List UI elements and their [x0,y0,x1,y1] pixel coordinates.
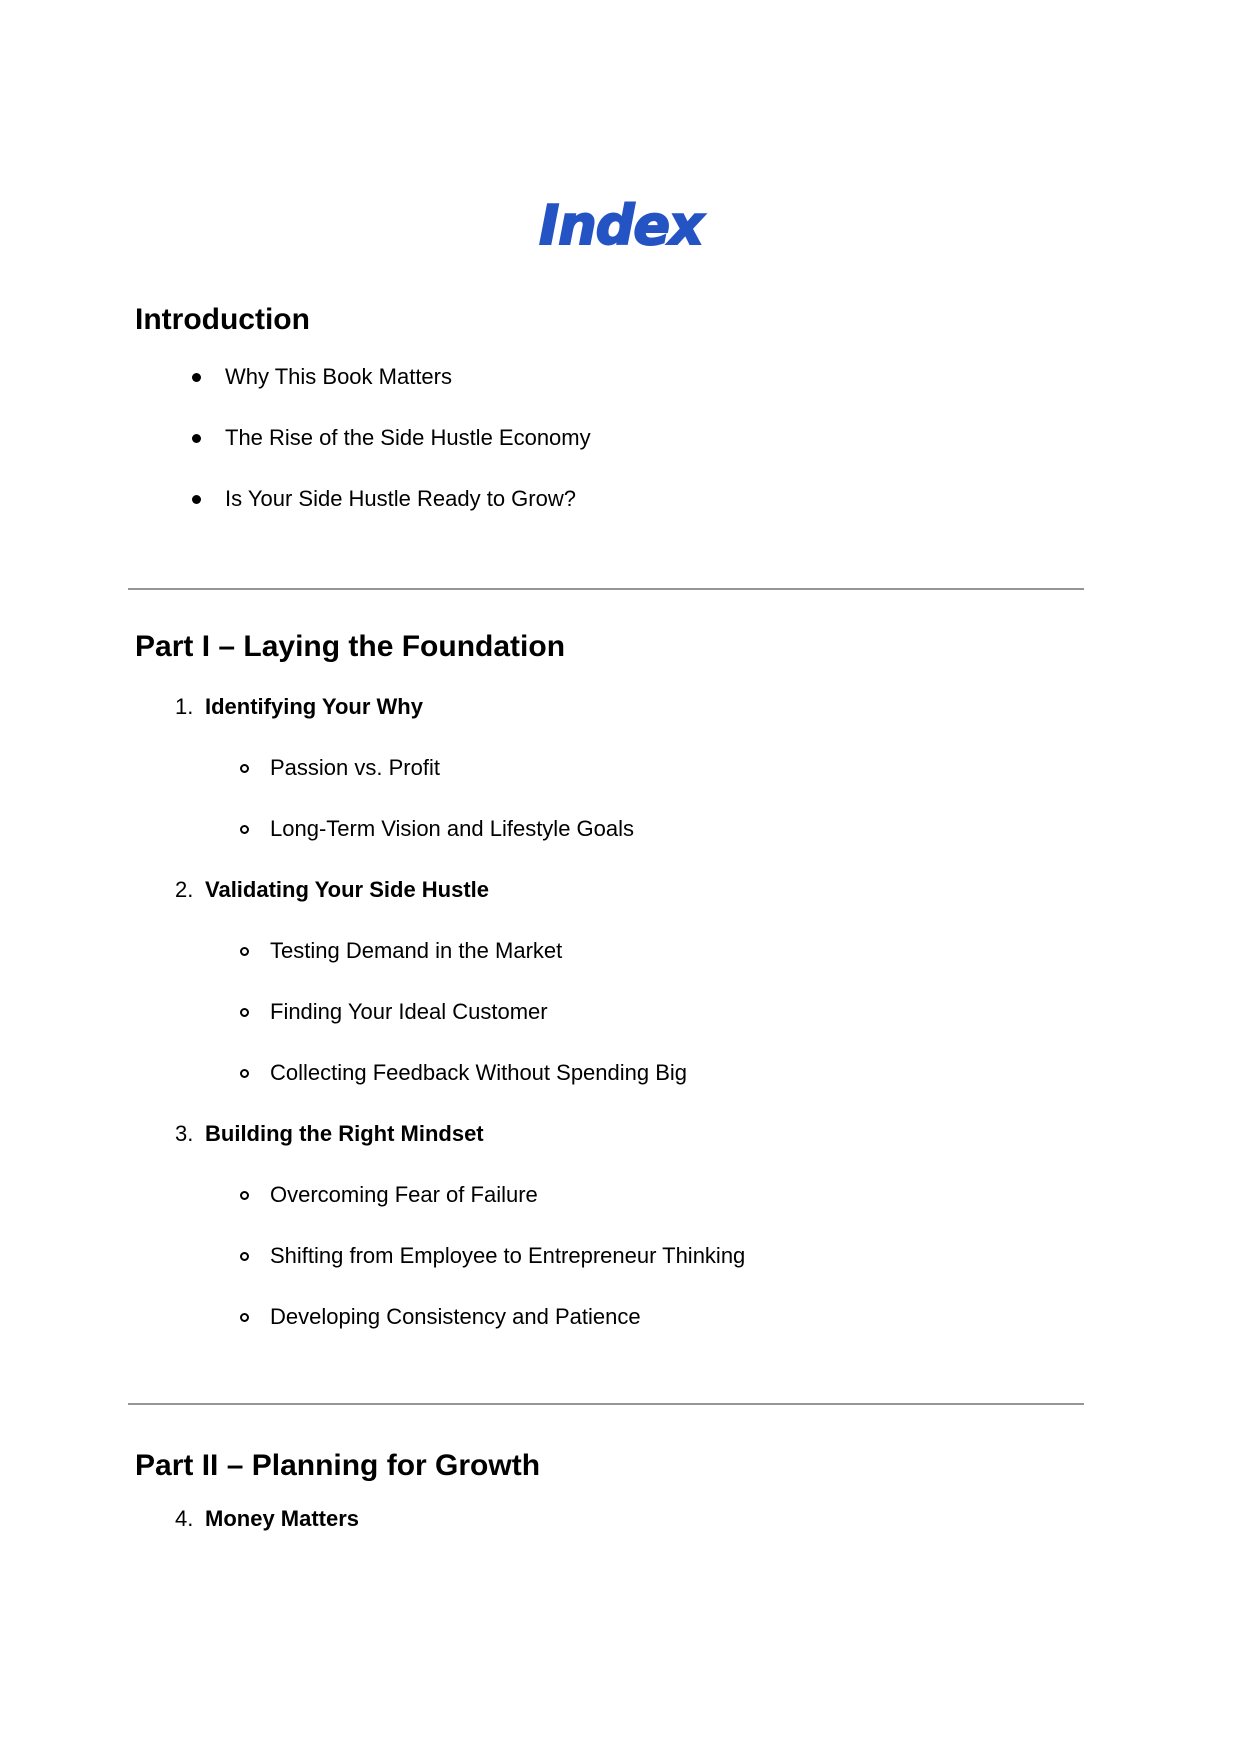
item-number: 2. [175,877,194,902]
list-item-text: Developing Consistency and Patience [270,1304,641,1329]
sub-list-item [133,815,1242,843]
sub-list-item [133,1242,1242,1270]
disc-bullet-icon [192,373,201,382]
list-item-text: Finding Your Ideal Customer [270,999,548,1024]
document-title: Index [539,194,703,257]
list-item-text: Long-Term Vision and Lifestyle Goals [270,816,635,841]
item-title: Money Matters [205,1506,360,1531]
sub-list-item [133,1059,1242,1087]
circle-bullet-icon [240,1252,249,1261]
circle-bullet-icon [240,947,249,956]
item-title: Validating Your Side Hustle [205,877,490,902]
section-heading-part1: Part I – Laying the Foundation [135,630,566,663]
numbered-item [133,693,1242,721]
item-title: Building the Right Mindset [205,1121,484,1146]
section-heading-part2: Part II – Planning for Growth [135,1449,541,1482]
list-item-text: Passion vs. Profit [270,755,440,780]
sub-list-item [133,754,1242,782]
numbered-item [133,1505,1242,1533]
list-item-text: Why This Book Matters [225,364,452,389]
circle-bullet-icon [240,1313,249,1322]
list-item-text: Collecting Feedback Without Spending Big [270,1060,688,1085]
list-item-text: Overcoming Fear of Failure [270,1182,538,1207]
list-item-text: The Rise of the Side Hustle Economy [225,425,591,450]
section-heading-introduction: Introduction [135,303,310,336]
circle-bullet-icon [240,1069,249,1078]
list-item [133,485,1242,513]
sub-list-item [133,937,1242,965]
sub-list-item [133,1181,1242,1209]
sub-list-item [133,998,1242,1026]
numbered-item [133,876,1242,904]
item-number: 3. [175,1121,194,1146]
numbered-item [133,1120,1242,1148]
item-number: 1. [175,694,194,719]
circle-bullet-icon [240,764,249,773]
list-item-text: Testing Demand in the Market [270,938,563,963]
item-title: Identifying Your Why [205,694,423,719]
disc-bullet-icon [192,434,201,443]
horizontal-rule [128,588,1084,590]
circle-bullet-icon [240,1191,249,1200]
list-item-text: Shifting from Employee to Entrepreneur Thinking [270,1243,746,1268]
list-item-text: Is Your Side Hustle Ready to Grow? [225,486,576,511]
circle-bullet-icon [240,1008,249,1017]
horizontal-rule [128,1403,1084,1405]
item-number: 4. [175,1506,194,1531]
list-item [133,424,1242,452]
disc-bullet-icon [192,495,201,504]
circle-bullet-icon [240,825,249,834]
list-item [133,363,1242,391]
sub-list-item [133,1303,1242,1331]
